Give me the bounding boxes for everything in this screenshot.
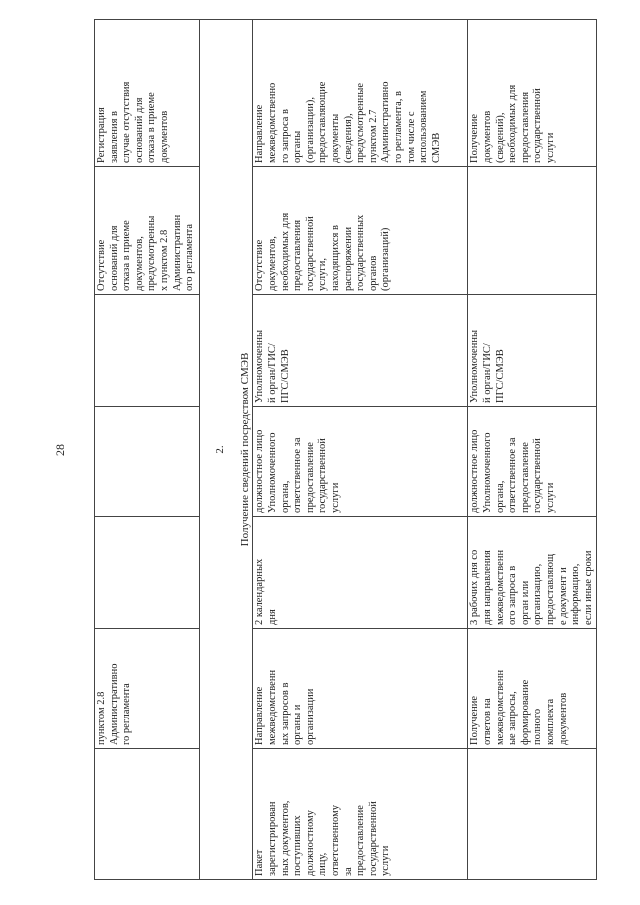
table-cell: Уполномоченны й орган/ГИС/ ПГС/СМЭВ bbox=[468, 295, 597, 407]
table-cell: Пакет зарегистрирован ных документов, поступивших должностному лицу, ответственному за предоставление государственной услуги bbox=[253, 749, 468, 880]
table-cell bbox=[95, 749, 200, 880]
table-cell: Получение ответов на межведомственн ые запросы, формирование полного комплекта документов bbox=[468, 629, 597, 749]
rotated-content bbox=[50, 20, 610, 880]
table-cell: Отсутствие документов, необходимых для предоставления государственной услуги, находящихся в распоряжении государственных органов (организаций) bbox=[253, 167, 468, 295]
table-cell: Направление межведомственн ых запросов в органы и организации bbox=[253, 629, 468, 749]
table-cell: Отсутствие оснований для отказа в приеме документов, предусмотренны х пунктом 2.8 Административн ого регламента bbox=[95, 167, 200, 295]
table-cell bbox=[95, 295, 200, 407]
table-cell: Направление межведомственно го запроса в органы (организации), предоставляющие документы (сведения), предусмотренные пунктом 2.7 Административно го регламента, в том числе с использованием СМЭВ bbox=[253, 20, 468, 167]
table-cell: Получение документов (сведений), необходимых для предоставления государственной услуги bbox=[468, 20, 597, 167]
section-heading bbox=[200, 20, 253, 880]
table-cell: должностное лицо Уполномоченного органа, ответственное за предоставление государственной услуги bbox=[468, 407, 597, 517]
table-cell: 3 рабочих дня со дня направления межведомственн ого запроса в орган или организацию, предоставляющ е документ и информацию, если иные сроки bbox=[468, 517, 597, 629]
section-row bbox=[200, 20, 253, 880]
table-cell bbox=[95, 517, 200, 629]
table-cell: Уполномоченны й орган/ГИС/ ПГС/СМЭВ bbox=[253, 295, 468, 407]
table-row bbox=[253, 20, 468, 880]
table-cell: 2 календарных дня bbox=[253, 517, 468, 629]
table-cell: пунктом 2.8 Административно го регламента bbox=[95, 629, 200, 749]
section-title: Получение сведений посредством СМЭВ bbox=[238, 352, 251, 547]
procedure-table bbox=[94, 19, 597, 880]
table-row bbox=[95, 20, 200, 880]
table-cell bbox=[468, 167, 597, 295]
table-cell bbox=[468, 749, 597, 880]
table-cell bbox=[95, 407, 200, 517]
section-number: 2. bbox=[213, 445, 226, 454]
page-number: 28 bbox=[53, 444, 67, 456]
table-cell: должностное лицо Уполномоченного органа, ответственное за предоставление государственной услуги bbox=[253, 407, 468, 517]
table-row bbox=[468, 20, 597, 880]
table-cell: Регистрация заявления в случае отсутствия оснований для отказа в приеме документов bbox=[95, 20, 200, 167]
